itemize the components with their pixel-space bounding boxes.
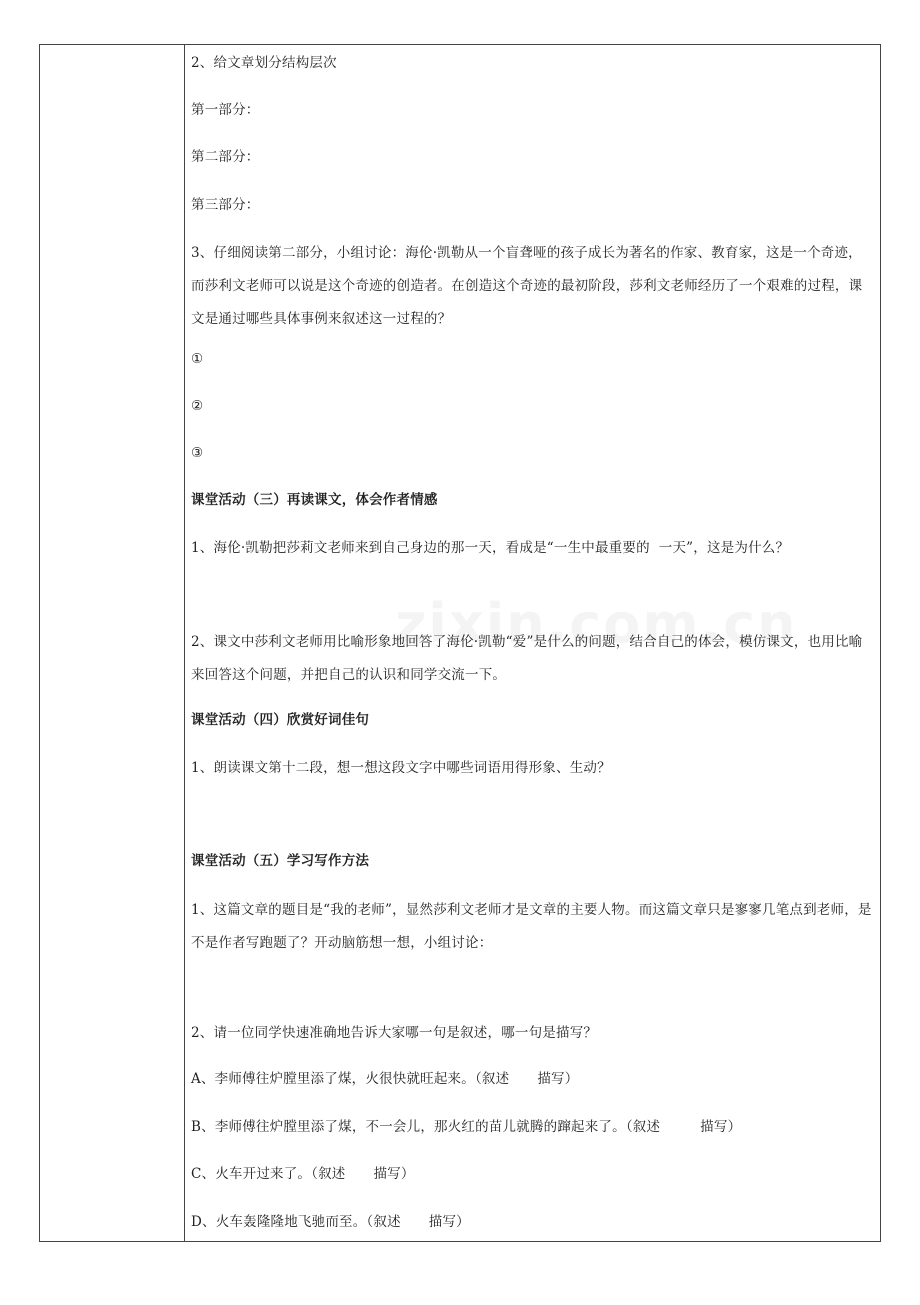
option-d-text: D、火车轰隆隆地飞驰而至。（叙述 [191, 1214, 401, 1230]
option-b-text: B、李师傅往炉膛里添了煤，不一会儿，那火红的苗儿就腾的蹿起来了。（叙述 [191, 1119, 661, 1135]
activity-3-heading: 课堂活动（三）再读课文，体会作者情感 [191, 492, 438, 508]
option-b-describe: 描写） [700, 1119, 742, 1135]
activity-3-question-2: 2、课文中莎利文老师用比喻形象地回答了海伦·凯勒“爱”是什么的问题，结合自己的体会，模仿课文，也用比喻来回答这个问题，并把自己的认识和同学交流一下。 [191, 634, 863, 683]
document-table [39, 44, 881, 1242]
item-3: ③ [191, 445, 204, 461]
activity-5-question-2: 2、请一位同学快速准确地告诉大家哪一句是叙述，哪一句是描写？ [191, 1025, 598, 1041]
left-column [40, 45, 185, 1241]
option-d-describe: 描写） [428, 1214, 470, 1230]
activity-4-heading: 课堂活动（四）欣赏好词佳句 [191, 712, 370, 728]
option-c-text: C、火车开过来了。（叙述 [191, 1166, 346, 1182]
part-2-label: 第二部分： [191, 149, 260, 165]
activity-4-question-1: 1、朗读课文第十二段，想一想这段文字中哪些词语用得形象、生动？ [191, 760, 611, 776]
option-c [191, 1164, 874, 1184]
item-2: ② [191, 398, 204, 414]
activity-5-heading: 课堂活动（五）学习写作方法 [191, 853, 370, 869]
option-c-describe: 描写） [373, 1166, 415, 1182]
option-a-text: A、李师傅往炉膛里添了煤，火很快就旺起来。（叙述 [191, 1071, 510, 1087]
item-1: ① [191, 351, 204, 367]
option-a-describe: 描写） [537, 1071, 579, 1087]
part-1-label: 第一部分： [191, 102, 260, 118]
question-3-text: 3、仔细阅读第二部分，小组讨论：海伦·凯勒从一个盲聋哑的孩子成长为著名的作家、教育家，这是一个奇迹，而莎利文老师可以说是这个奇迹的创造者。在创造这个奇迹的最初阶段，莎利文老师经历了一个艰难的过程，课文是通过哪些具体事例来叙述这一过程的？ [191, 245, 863, 327]
question-2-title: 2、给文章划分结构层次 [191, 55, 337, 71]
option-d [191, 1212, 874, 1232]
option-a [191, 1069, 874, 1089]
part-3-label: 第三部分： [191, 197, 260, 213]
option-b [191, 1117, 874, 1137]
activity-3-question-1: 1、海伦·凯勒把莎莉文老师来到自己身边的那一天，看成是“一生中最重要的 一天”，这是为什么？ [191, 540, 790, 556]
activity-5-question-1: 1、这篇文章的题目是“我的老师”，显然莎利文老师才是文章的主要人物。而这篇文章只是寥寥几笔点到老师，是不是作者写跑题了？开动脑筋想一想，小组讨论： [191, 902, 872, 951]
